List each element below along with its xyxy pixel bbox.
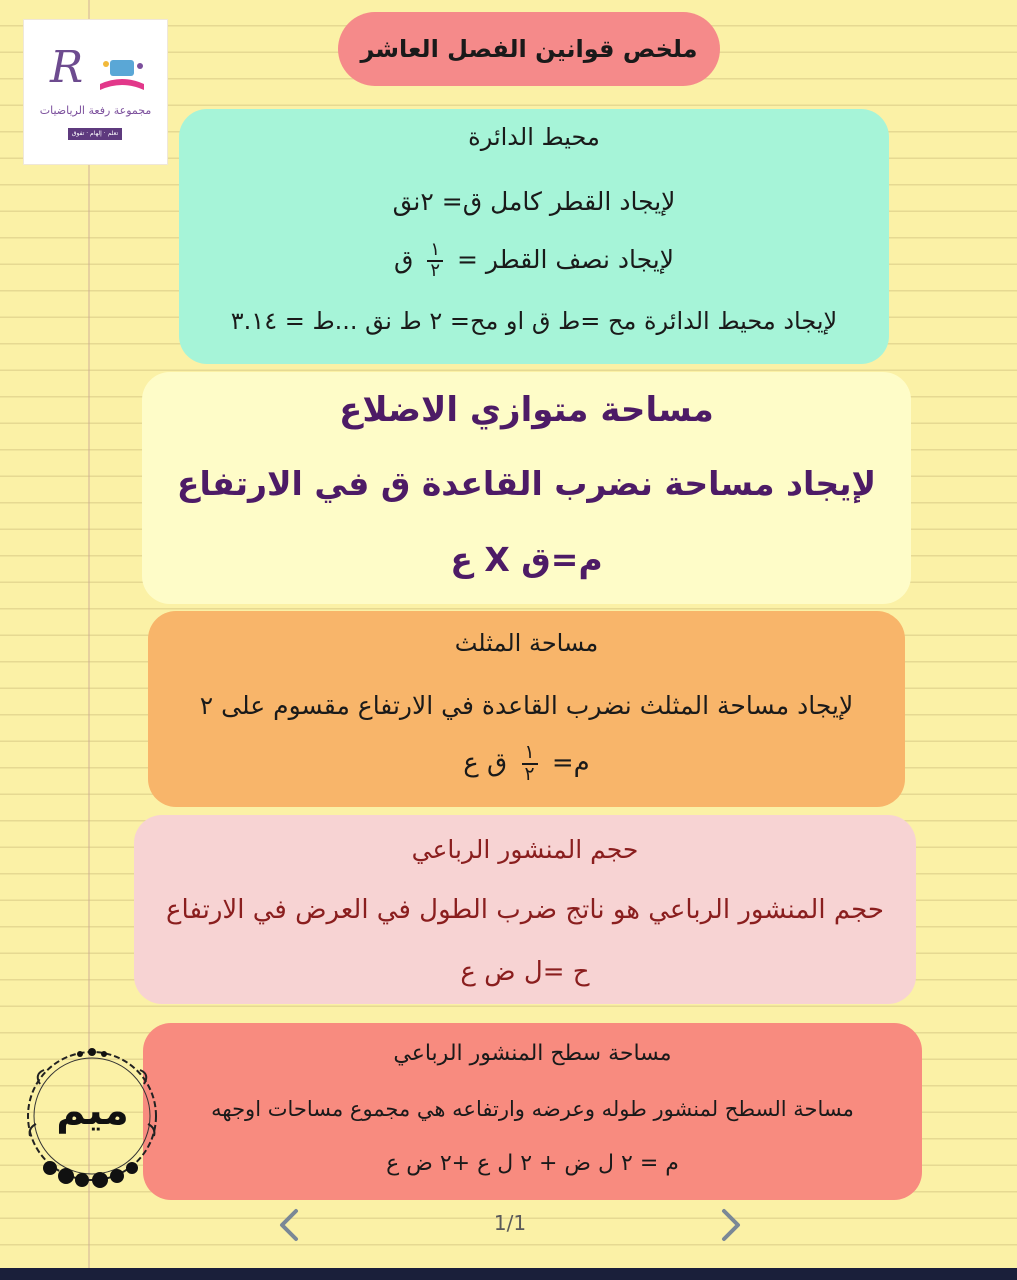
brand-logo <box>23 19 168 165</box>
previous-page-button[interactable] <box>270 1205 310 1245</box>
triangle-heading: مساحة المثلث <box>454 629 599 657</box>
parallelogram-rule: لإيجاد مساحة نضرب القاعدة ق في الارتفاع <box>176 464 877 503</box>
perimeter-rule: لإيجاد محيط الدائرة مح =ط ق او مح= ٢ ط نق ...ط = ٣.١٤ <box>230 307 838 335</box>
triangle-rule: لإيجاد مساحة المثلث نضرب القاعدة في الارتفاع مقسوم على ٢ <box>199 691 854 720</box>
half-fraction <box>427 241 443 281</box>
fraction-denominator: ٢ <box>524 763 535 785</box>
prism-surface-formula: م = ٢ ل ض + ٢ ل ع +٢ ض ع <box>386 1151 679 1176</box>
prism-volume-heading: حجم المنشور الرباعي <box>411 835 639 864</box>
triangle-card <box>148 611 905 807</box>
radius-rule-text: لإيجاد نصف القطر = <box>457 244 674 274</box>
diameter-rule: لإيجاد القطر كامل ق= ٢نق <box>392 187 676 216</box>
logo-tagline: تعلم · إلهام · تفوق <box>68 128 122 140</box>
prism-volume-formula: ح =ل ض ع <box>460 957 590 987</box>
prism-volume-card <box>134 815 916 1004</box>
chevron-left-icon <box>270 1205 310 1245</box>
prism-surface-rule: مساحة السطح لمنشور طوله وعرضه وارتفاعه هي مجموع مساحات اوجهه <box>211 1097 854 1121</box>
circumference-heading: محيط الدائرة <box>468 123 600 151</box>
bottom-system-bar <box>0 1268 1017 1280</box>
logo-name: مجموعة رفعة الرياضيات <box>39 104 152 117</box>
page-title: ملخص قوانين الفصل العاشر <box>338 12 720 86</box>
stamp-text: ميم <box>56 1088 129 1134</box>
fraction-denominator: ٢ <box>430 259 441 281</box>
prism-surface-card <box>143 1023 922 1200</box>
triangle-formula <box>148 743 905 784</box>
triangle-formula-right: ق ع <box>463 748 508 779</box>
parallelogram-formula: م=ق X ع <box>450 540 603 579</box>
parallelogram-heading: مساحة متوازي الاضلاع <box>339 390 714 430</box>
parallelogram-card <box>142 372 911 604</box>
wreath-stamp <box>20 1044 165 1192</box>
radius-variable: ق <box>394 244 414 274</box>
logo-letter: R <box>50 42 84 93</box>
prism-volume-rule: حجم المنشور الرباعي هو ناتج ضرب الطول في العرض في الارتفاع <box>166 895 884 925</box>
chevron-right-icon <box>710 1205 750 1245</box>
half-fraction <box>522 743 538 784</box>
prism-surface-heading: مساحة سطح المنشور الرباعي <box>393 1041 672 1066</box>
circumference-card <box>179 109 889 364</box>
fraction-numerator: ١ <box>427 241 443 262</box>
radius-rule <box>179 241 889 281</box>
triangle-formula-left: م= <box>551 748 590 779</box>
page-indicator: 1/1 <box>493 1211 527 1235</box>
book-icon <box>96 54 148 94</box>
fraction-numerator: ١ <box>522 743 538 765</box>
next-page-button[interactable] <box>710 1205 750 1245</box>
